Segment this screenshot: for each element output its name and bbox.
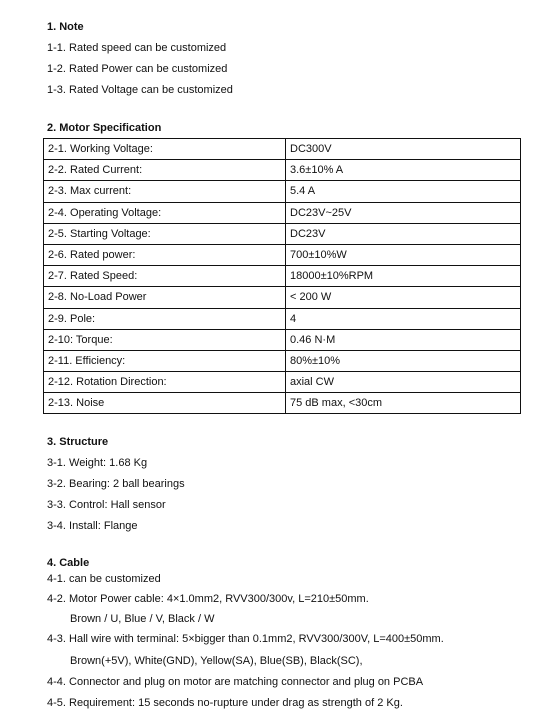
spec-table <box>43 138 521 414</box>
note-title: 1. Note <box>47 21 84 33</box>
spec-value: DC300V <box>286 139 521 160</box>
spec-value: 80%±10% <box>286 350 521 371</box>
spec-label: 2-6. Rated power: <box>44 244 286 265</box>
table-row <box>44 287 521 308</box>
table-row <box>44 223 521 244</box>
spec-value: 5.4 A <box>286 181 521 202</box>
spec-value: axial CW <box>286 372 521 393</box>
cable-item: 4-4. Connector and plug on motor are matching connector and plug on PCBA <box>47 676 424 688</box>
table-row <box>44 350 521 371</box>
spec-value: 700±10%W <box>286 244 521 265</box>
spec-value: 0.46 N·M <box>286 329 521 350</box>
table-row <box>44 139 521 160</box>
table-row <box>44 244 521 265</box>
spec-value: < 200 W <box>286 287 521 308</box>
spec-value: 18000±10%RPM <box>286 266 521 287</box>
structure-item: 3-2. Bearing: 2 ball bearings <box>47 478 185 490</box>
cable-item: 4-2. Motor Power cable: 4×1.0mm2, RVV300/300v, L=210±50mm. <box>47 593 369 605</box>
spec-value: 3.6±10% A <box>286 160 521 181</box>
table-row <box>44 160 521 181</box>
spec-label: 2-12. Rotation Direction: <box>44 372 286 393</box>
spec-label: 2-5. Starting Voltage: <box>44 223 286 244</box>
spec-label: 2-11. Efficiency: <box>44 350 286 371</box>
cable-item: 4-3. Hall wire with terminal: 5×bigger than 0.1mm2, RVV300/300V, L=400±50mm. <box>47 633 444 645</box>
table-row <box>44 266 521 287</box>
table-row <box>44 393 521 414</box>
note-item: 1-2. Rated Power can be customized <box>47 63 228 75</box>
cable-subitem: Brown(+5V), White(GND), Yellow(SA), Blue(SB), Black(SC), <box>70 655 363 667</box>
structure-item: 3-1. Weight: 1.68 Kg <box>47 457 148 469</box>
spec-label: 2-7. Rated Speed: <box>44 266 286 287</box>
spec-label: 2-1. Working Voltage: <box>44 139 286 160</box>
cable-item: 4-1. can be customized <box>47 573 161 585</box>
structure-item: 3-3. Control: Hall sensor <box>47 499 166 511</box>
structure-item: 3-4. Install: Flange <box>47 520 138 532</box>
spec-label: 2-13. Noise <box>44 393 286 414</box>
spec-title: 2. Motor Specification <box>47 122 162 134</box>
spec-label: 2-9. Pole: <box>44 308 286 329</box>
spec-label: 2-3. Max current: <box>44 181 286 202</box>
table-row <box>44 308 521 329</box>
spec-value: DC23V~25V <box>286 202 521 223</box>
spec-label: 2-10: Torque: <box>44 329 286 350</box>
cable-item: 4-5. Requirement: 15 seconds no-rupture under drag as strength of 2 Kg. <box>47 697 403 709</box>
spec-value: 75 dB max, <30cm <box>286 393 521 414</box>
table-row <box>44 202 521 223</box>
structure-title: 3. Structure <box>47 436 109 448</box>
cable-subitem: Brown / U, Blue / V, Black / W <box>70 613 215 625</box>
cable-title: 4. Cable <box>47 557 90 569</box>
table-row <box>44 329 521 350</box>
spec-label: 2-8. No-Load Power <box>44 287 286 308</box>
spec-value: 4 <box>286 308 521 329</box>
spec-label: 2-4. Operating Voltage: <box>44 202 286 223</box>
spec-value: DC23V <box>286 223 521 244</box>
note-item: 1-1. Rated speed can be customized <box>47 42 227 54</box>
spec-label: 2-2. Rated Current: <box>44 160 286 181</box>
table-row <box>44 181 521 202</box>
table-row <box>44 372 521 393</box>
note-item: 1-3. Rated Voltage can be customized <box>47 84 233 96</box>
